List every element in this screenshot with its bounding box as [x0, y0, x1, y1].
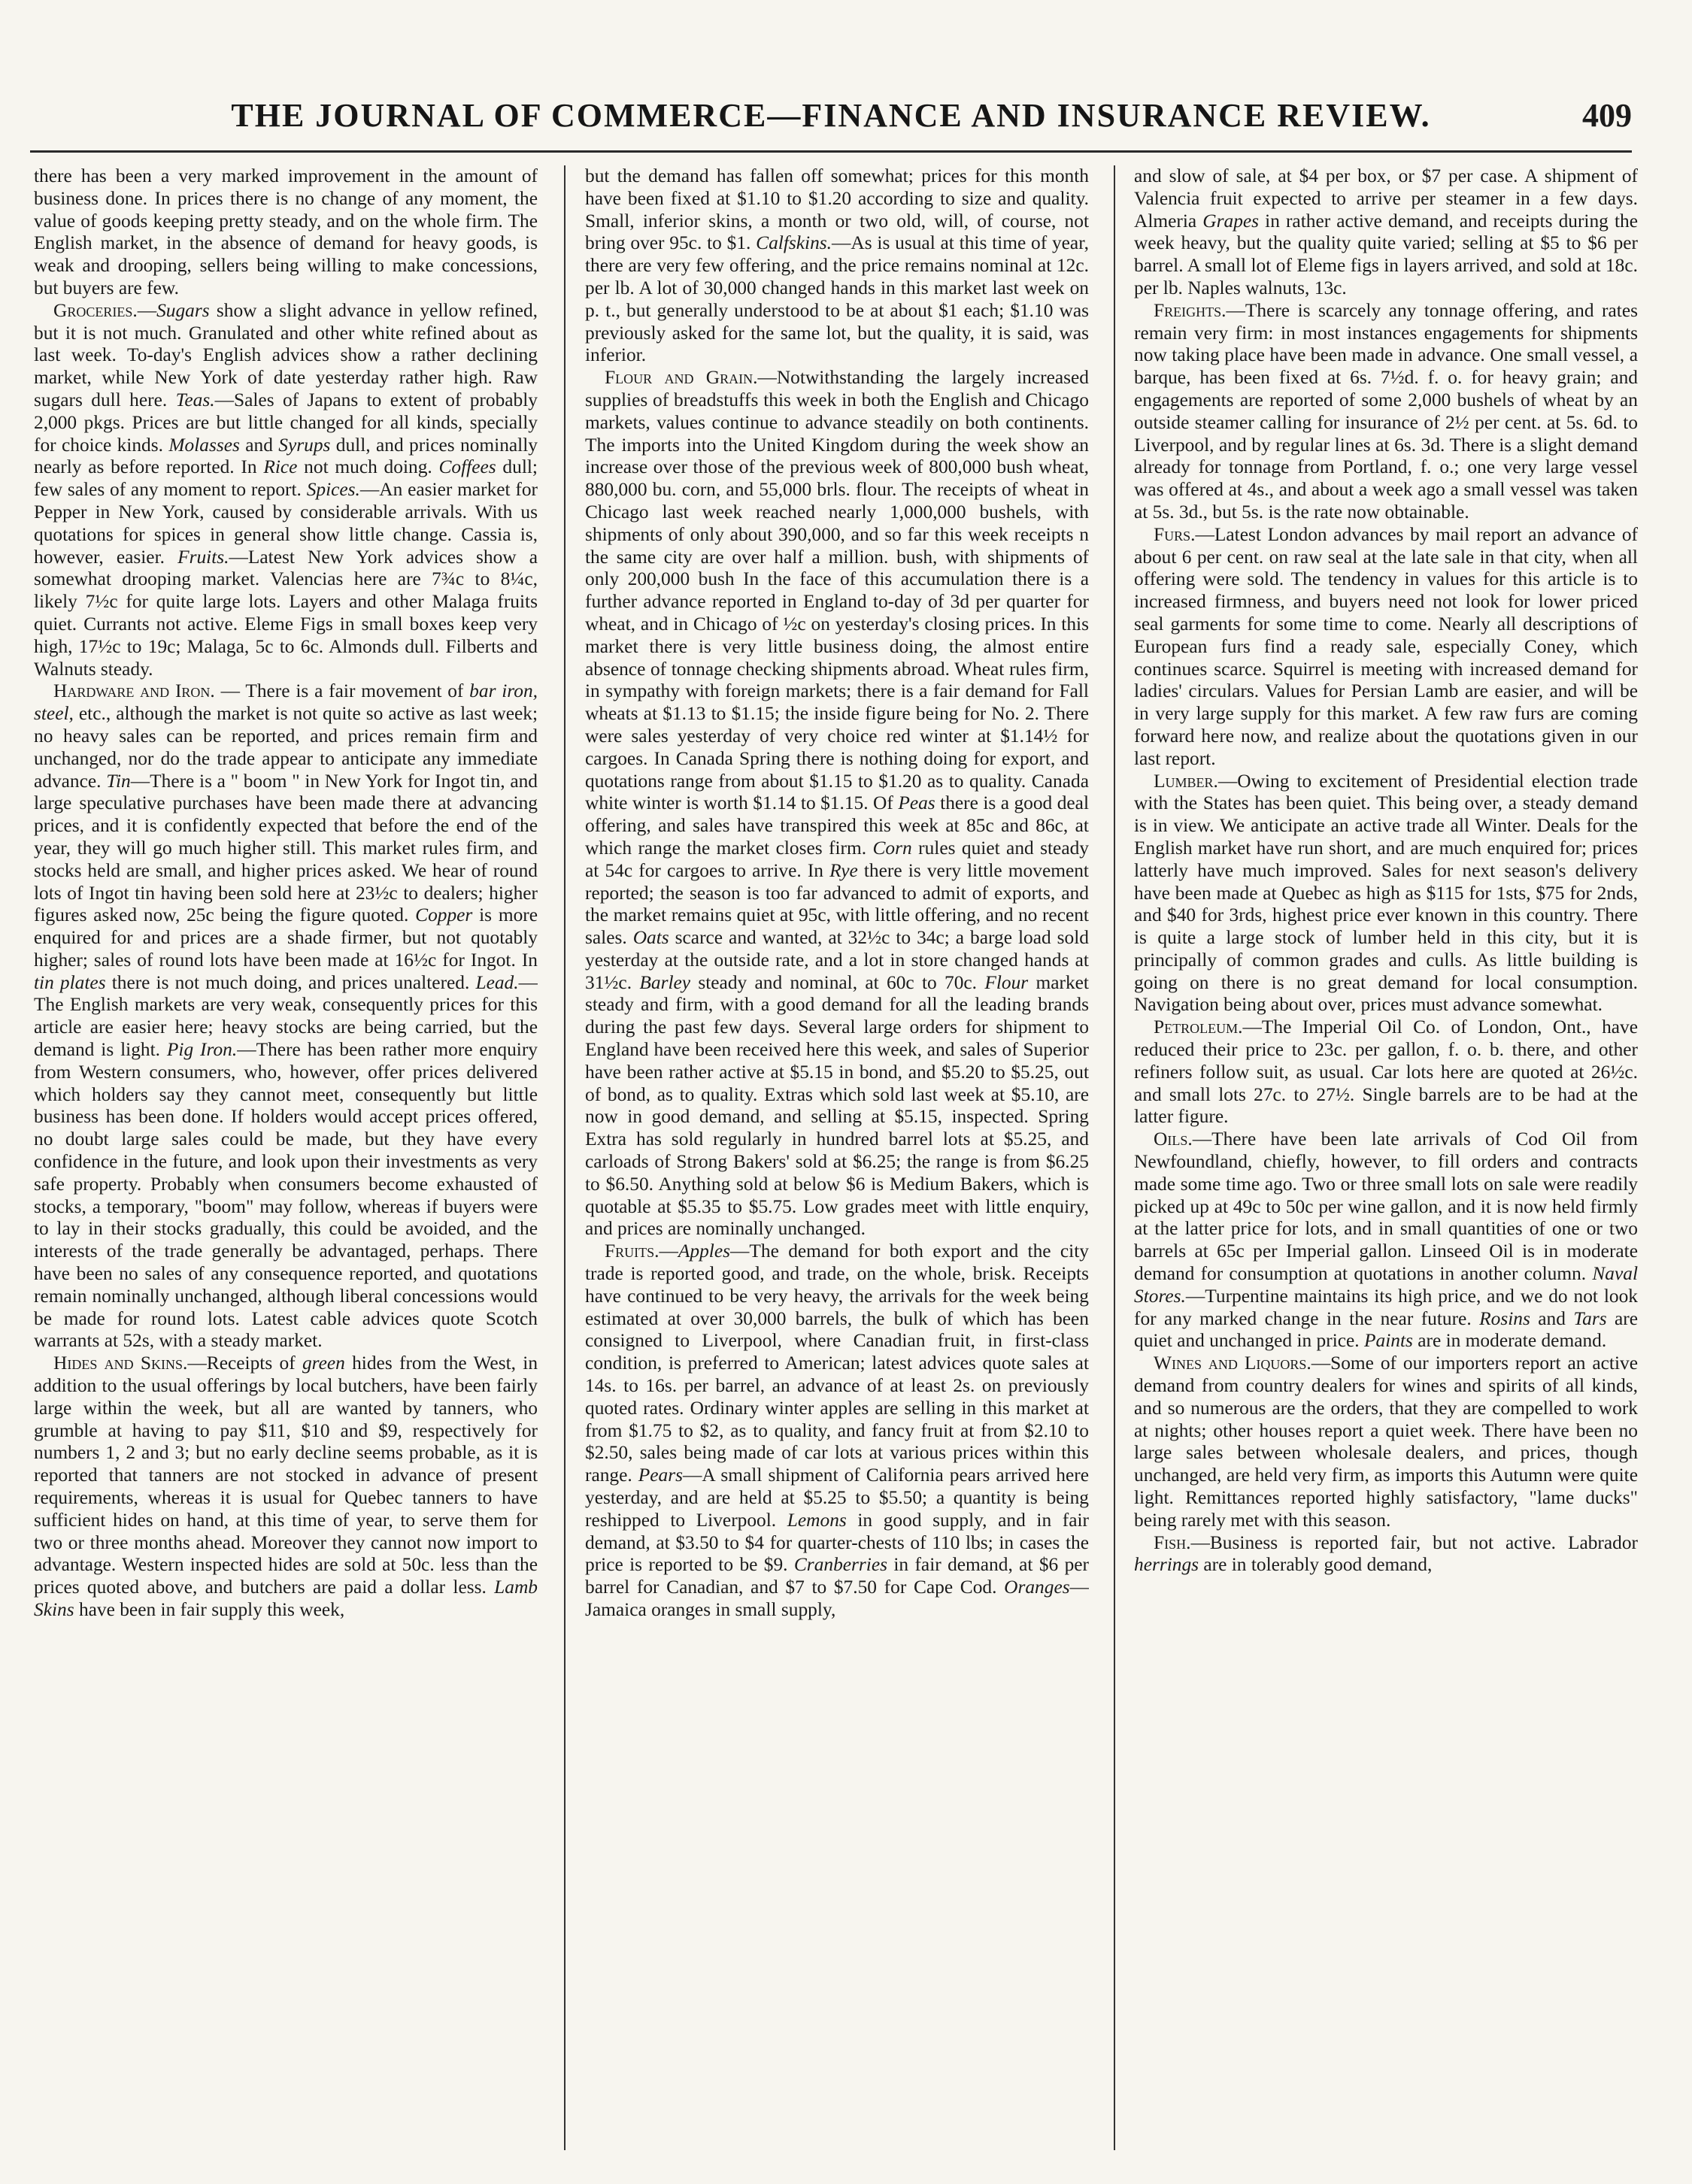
article-paragraph [585, 165, 1089, 367]
italic-term: Spices. [306, 479, 360, 501]
text-run: — There is a fair movement of [214, 680, 470, 702]
article-paragraph [34, 300, 538, 681]
text-run: rules quiet and steady at 54c for cargoes to arrive. In [585, 837, 1089, 881]
page-header [30, 89, 1632, 149]
text-run: there is a good deal offering, and sales have transpired this week at 85c and 86c, at which range the market closes firm. [585, 792, 1089, 859]
text-run: and [1530, 1307, 1574, 1329]
italic-term: Copper [415, 904, 473, 926]
text-run: —Latest New York advices show a somewhat drooping market. Valencias here are 7¾c to 8¼c, likely 7½c for quite large lots. Layers and other Malaga fruits quiet. Currants not active. Eleme Figs in small boxes keep very high, 17½c to 19c; Malaga, 5c to 6c. Almonds dull. Filberts and Walnuts steady. [34, 546, 538, 680]
section-heading: Petroleum. [1154, 1016, 1243, 1038]
header-rule [30, 150, 1632, 153]
text-run: —Receipts of [187, 1353, 302, 1374]
text-run: dull, and prices nominally nearly as before reported. In [34, 434, 538, 478]
text-run: —Turpentine maintains its high price, and we do not look for any marked change in the near future. [1134, 1285, 1638, 1329]
italic-term: Rosins [1479, 1307, 1530, 1329]
section-heading: Hardware and Iron. [53, 680, 215, 702]
journal-title: THE JOURNAL OF COMMERCE—FINANCE AND INSURANCE REVIEW. [231, 97, 1431, 134]
section-heading: Fruits. [605, 1240, 660, 1262]
text-run: market steady and firm, with a good demand for all the leading brands during the past few days. Several large orders for shipment to England have been received here this week, and sales of Superior have been rather active at $5.15 in bond, and $5.20 to $5.25, out of bond, as to quality. Extras which sold last week at $5.10, are now in good demand, and selling at $5.15, inspected. Spring Extra has sold regularly in hundred barrel lots at $5.25, and carloads of Strong Bakers' sold at $6.25; the range is from $6.25 to $6.50. Anything sold at below $6 is Medium Bakers, which is quotable at $5.35 to $5.75. Low grades meet with little enquiry, and prices are nominally unchanged. [585, 971, 1089, 1240]
section-heading: Furs. [1154, 523, 1196, 545]
page-number: 409 [1582, 97, 1632, 134]
text-run: there is very little movement reported; the season is too far advanced to admit of exports, and the market remains quiet at 95c, with little offering, and no recent sales. [585, 859, 1089, 949]
italic-term: Pears [638, 1465, 684, 1486]
article-paragraph [34, 680, 538, 1353]
text-run: there is not much doing, and prices unaltered. [105, 971, 476, 993]
section-heading: Groceries. [53, 299, 138, 321]
text-run: —Owing to excitement of Presidential election trade with the States has been quiet. This being over, a steady demand is in view. We anticipate an active trade all Winter. Deals for the English market have run short, and are much enquired for; prices latterly have much improved. Sales for next season's delivery have been made at Quebec as high as $115 for 1sts, $75 for 2nds, and $40 for 3rds, highest price ever known in this country. There is quite a large stock of lumber held in this city, but it is principally of common grades and culls. As little building is going on there is no great demand for local consumption. Navigation being about over, prices must advance somewhat. [1134, 770, 1638, 1016]
italic-term: Rye [829, 859, 858, 881]
text-run: —As is usual at this time of year, there are very few offering, and the price remains nominal at 12c. per lb. A lot of 30,000 changed hands in this market last week on p. t., but generally understood to be at about $1 each; $1.10 was previously asked for the same lot, but the quality, it is said, was inferior. [585, 232, 1089, 366]
italic-term: Rice [263, 456, 298, 478]
italic-term: Lead. [475, 971, 519, 993]
text-run: —Notwithstanding the largely increased supplies of breadstuffs this week in both the English and Chicago markets, values continue to advance steadily on both continents. The imports into the United Kingdom during the week show an increase over those of the previous week of 800,000 bush wheat, 880,000 bu. corn, and 55,000 brls. flour. The receipts of wheat in Chicago last week reached nearly 1,000,000 bushels, with shipments of only about 390,000, and so far this week receipts n the same city are over half a million. bush, with shipments of only 200,000 bush In the face of this accumulation there is a further advance reported in England to-day of 3d per quarter for wheat, and in Chicago of ½c on yesterday's closing prices. In this market there is very little business doing, the almost entire absence of tonnage checking shipments abroad. Wheat rules firm, in sympathy with foreign markets; there is a fair demand for Fall wheats at $1.13 to $1.15; the inside figure being for No. 2. There were sales yesterday of very choice red winter at $1.14½ for cargoes. In Canada Spring there is nothing doing for export, and quotations range from about $1.15 to $1.20 as to quality. Canada white winter is worth $1.14 to $1.15. Of [585, 367, 1089, 814]
italic-term: bar iron, steel, [34, 680, 538, 725]
text-run: scarce and wanted, at 32½c to 34c; a barge load sold yesterday at the outside rate, and a lot in store changed hands at 31½c. [585, 927, 1089, 993]
italic-term: Barley [639, 971, 691, 993]
text-run: — [659, 1240, 678, 1262]
italic-term: Teas. [175, 389, 215, 410]
text-run: —Some of our importers report an active demand from country dealers for wines and spirits of all kinds, and so numerous are the orders, that they are compelled to work at nights; other houses report a quiet week. There have been no large sales between wholesale dealers, and prices, though unchanged, are held very firm, as imports this Autumn were quite light. Remittances reported highly satisfactory, "lame ducks" being rarely met with this season. [1134, 1353, 1638, 1531]
italic-term: Pig Iron. [166, 1039, 238, 1061]
italic-term: Peas [898, 792, 935, 814]
text-run: in fair demand, at $6 per barrel for Canadian, and $7 to $7.50 for Cape Cod. [585, 1554, 1089, 1598]
article-paragraph [1134, 1532, 1638, 1577]
article-paragraph [1134, 300, 1638, 524]
text-run: —There is scarcely any tonnage offering, and rates remain very firm: in most instances engagements for shipments now taking place have been made in advance. One small vessel, a barque, has been fixed at 6s. 7½d. f. o. for heavy grain; and engagements are reported of some 2,000 bushels of wheat by an outside steamer calling for insurance of 2½ per cent. at 5s. 6d. to Liverpool, and by regular lines at 6s. 3d. There is a slight demand already for tonnage from Portland, f. o.; one very large vessel was offered at 4s., and about a week ago a small vessel was taken at 5s. 3d., but 5s. is the rate now obtainable. [1134, 299, 1638, 523]
text-run: —There have been late arrivals of Cod Oil from Newfoundland, chiefly, however, to fill orders and contracts made some time ago. Two or three small lots on sale were readily picked up at 49c to 50c per wine gallon, and it is now held firmly at the latter price for lots, and in small quantities of one or two barrels at 65c per Imperial gallon. Linseed Oil is in moderate demand for consumption at quotations in another column. [1134, 1128, 1638, 1285]
text-run: in good supply, and in fair demand, at $3.50 to $4 for quarter-chests of 110 lbs; in cases the price is reported to be $9. [585, 1509, 1089, 1576]
text-run: etc., although the market is not quite so active as last week; no heavy sales can be reported, and prices remain firm and unchanged, nor do the trade appear to anticipate any immediate advance. [34, 703, 538, 792]
section-heading: Freights. [1154, 299, 1227, 321]
text-run: is more enquired for and prices are a shade firmer, but not quotably higher; sales of round lots have been made at 16½c for Ingot. In [34, 904, 538, 971]
text-run: —Business is reported fair, but not active. Labrador [1190, 1531, 1638, 1553]
italic-term: Syrups [278, 434, 331, 456]
section-heading: Fish. [1154, 1531, 1191, 1553]
italic-term: Coffees [438, 456, 496, 478]
article-paragraph [1134, 771, 1638, 1017]
text-run: —The Imperial Oil Co. of London, Ont., have reduced their price to 23c. per gallon, f. o. b. there, and other refiners follow suit, as usual. Car lots here are quoted at 26½c. and small lots 27c. to 27½. Single barrels are to be had at the latter figure. [1134, 1016, 1638, 1128]
text-run: show a slight advance in yellow refined, but it is not much. Granulated and other white refined about as last week. To-day's English advices show a rather declining market, while New York of date yesterday rather high. Raw sugars dull here. [34, 299, 538, 410]
italic-term: Grapes [1202, 210, 1260, 232]
text-run: —An easier market for Pepper in New York, caused by considerable arrivals. With us quotations for spices in general show little change. Cassia is, however, easier. [34, 479, 538, 568]
column-1 [34, 165, 538, 2150]
text-run: —There has been rather more enquiry from Western consumers, who, however, offer prices delivered which holders say they cannot meet, consequently but little business has been done. If holders would accept prices offered, no doubt large sales could be made, but they have every confidence in the future, and look upon their investments as very safe property. Probably when consumers become exhausted of stocks, a temporary, "boom" may follow, whereas if buyers were to lay in their stocks gradually, this could be avoided, and the interests of the trade generally be advantaged, perhaps. There have been no sales of any consequence reported, and quotations remain nominally unchanged, although liberal concessions would be made for round lots. Latest cable advices quote Scotch warrants at 52s, with a steady market. [34, 1039, 538, 1352]
text-run: there has been a very marked improvement in the amount of business done. In prices there is no change of any moment, the value of goods keeping pretty steady, and on the whole firm. The English market, in the absence of demand for heavy goods, is weak and drooping, sellers being willing to make concessions, but buyers are few. [34, 165, 538, 298]
column-2 [585, 165, 1089, 2150]
text-run: have been in fair supply this week, [74, 1599, 345, 1620]
text-run: are in tolerably good demand, [1199, 1554, 1433, 1576]
column-divider-2 [1114, 165, 1115, 2150]
article-paragraph [1134, 1128, 1638, 1353]
article-paragraph [1134, 1353, 1638, 1531]
article-paragraph [585, 1240, 1089, 1622]
section-heading: Lumber. [1154, 770, 1218, 792]
section-heading: Oils. [1154, 1128, 1193, 1150]
italic-term: Flour [984, 971, 1029, 993]
italic-term: Oranges [1004, 1577, 1070, 1598]
italic-term: Sugars [156, 299, 210, 321]
text-run: are in moderate demand. [1412, 1330, 1607, 1352]
text-run: and slow of sale, at $4 per box, or $7 per case. A shipment of Valencia fruit expected to arrive per steamer in a few days. Almeria [1134, 165, 1638, 232]
section-heading: Flour and Grain. [605, 367, 758, 389]
italic-term: Paints [1364, 1330, 1413, 1352]
text-run: hides from the West, in addition to the usual offerings by local butchers, have been fairly large within the week, but all are wanted by tanners, who grumble at having to pay $11, $10 and $9, respectively for numbers 1, 2 and 3; but no early decline seems probable, as it is reported that tanners are not stocked in advance of present requirements, whereas it is usual for Quebec tanners to have sufficient hides on hand, at this time of year, to serve them for two or three months ahead. Moreover they cannot now import to advantage. Western inspected hides are sold at 50c. less than the prices quoted above, and butchers are paid a dollar less. [34, 1353, 538, 1598]
italic-term: Molasses [168, 434, 240, 456]
italic-term: Corn [872, 837, 912, 859]
italic-term: Fruits. [177, 546, 229, 568]
text-run: and [239, 434, 279, 456]
column-3 [1134, 165, 1638, 2150]
text-run: dull; few sales of any moment to report. [34, 456, 538, 501]
italic-term: Lamb Skins [34, 1577, 538, 1620]
text-run: —Sales of Japans to extent of probably 2,000 pkgs. Prices are but little changed for all kinds, specially for choice kinds. [34, 389, 538, 456]
italic-term: Apples [678, 1240, 730, 1262]
text-run: —Latest London advances by mail report an advance of about 6 per cent. on raw seal at the late sale in that city, when all offering were sold. The tendency in values for this article is to increased firmness, and buyers need not look for lower priced seal garments for some time to come. Nearly all descriptions of European furs find a ready sale, especially Coney, which continues scarce. Squirrel is meeting with increased demand for ladies' circulars. Values for Persian Lamb are easier, and will be in very large supply for this market. A few raw furs are coming forward here now, and realize about the quotations given in our last report. [1134, 523, 1638, 769]
article-paragraph [585, 367, 1089, 1240]
text-run: —Jamaica oranges in small supply, [585, 1577, 1089, 1620]
italic-term: Calfskins. [756, 232, 832, 254]
text-run: not much doing. [297, 456, 439, 478]
italic-term: Oats [632, 927, 669, 949]
italic-term: tin plates [34, 971, 106, 993]
italic-term: Tin [106, 770, 131, 792]
text-run: —A small shipment of California pears arrived here yesterday, and are held at $5.25 to $5.50; a quantity is being reshipped to Liverpool. [585, 1465, 1089, 1531]
italic-term: herrings [1134, 1554, 1199, 1576]
italic-term: Cranberries [793, 1554, 888, 1576]
column-divider-1 [564, 165, 566, 2150]
text-run: but the demand has fallen off somewhat; prices for this month have been fixed at $1.10 to $1.20 according to size and quality. Small, inferior skins, a month or two old, will, of course, not bring over 95c. to $1. [585, 165, 1089, 254]
text-run: in rather active demand, and receipts during the week heavy, but the quality quite varied; selling at $5 to $6 per barrel. A small lot of Eleme figs in layers arrived, and sold at 18c. per lb. Naples walnuts, 13c. [1134, 210, 1638, 298]
article-paragraph [34, 165, 538, 300]
text-run: —The English markets are very weak, consequently prices for this article are easier here; heavy stocks are being carried, but the demand is light. [34, 971, 538, 1061]
article-paragraph [1134, 524, 1638, 771]
italic-term: Lemons [787, 1509, 847, 1531]
text-run: are quiet and unchanged in price. [1134, 1307, 1638, 1352]
italic-term: Tars [1573, 1307, 1607, 1329]
italic-term: Naval Stores. [1134, 1263, 1638, 1307]
article-paragraph [1134, 1016, 1638, 1128]
text-run: steady and nominal, at 60c to 70c. [690, 971, 985, 993]
text-run: —The demand for both export and the city trade is reported good, and trade, on the whole, brisk. Receipts have continued to be very heavy, the arrivals for the week being estimated at over 30,000 barrels, the bulk of which has been consigned to Liverpool, where Canadian fruit, in first-class condition, is preferred to American; latest advices quote sales at 14s. to 16s. per barrel, an advance of at least 2s. on previously quoted rates. Ordinary winter apples are selling in this market at from $1.75 to $2, as to quality, and fancy fruit at from $2.10 to $2.50, sales being made of car lots at various prices within this range. [585, 1240, 1089, 1486]
section-heading: Wines and Liquors. [1154, 1353, 1311, 1374]
italic-term: green [302, 1353, 345, 1374]
text-run: — [137, 299, 157, 321]
section-heading: Hides and Skins. [53, 1353, 188, 1374]
text-run: —There is a " boom " in New York for Ingot tin, and large speculative purchases have been made there at advancing prices, and it is confidently expected that before the end of the year, they will go much higher still. This market rules firm, and stocks held are small, and higher prices asked. We hear of round lots of Ingot tin having been sold here at 23½c to dealers; higher figures asked now, 25c being the figure quoted. [34, 770, 538, 926]
article-paragraph [34, 1353, 538, 1622]
article-paragraph [1134, 165, 1638, 300]
